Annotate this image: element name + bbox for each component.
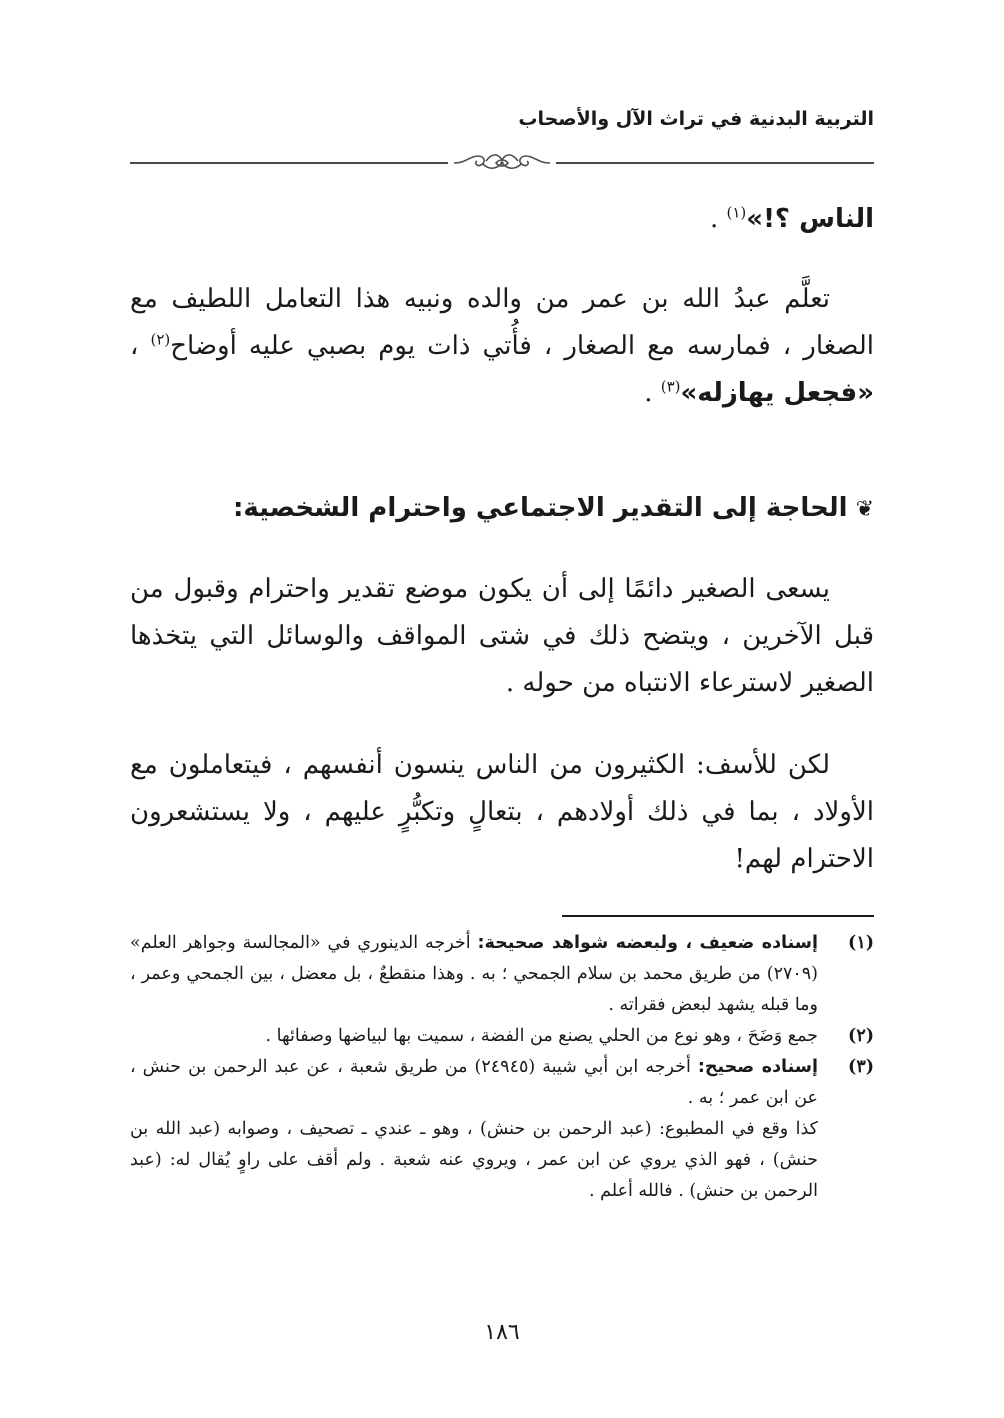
section-heading [130,488,874,530]
scroll-ornament-icon [452,148,552,178]
paragraph-1-text: تعلَّم عبدُ الله بن عمر من والده ونبيه هذا التعامل اللطيف مع الصغار ، فمارسه مع الصغار ، فأُتي ذات يوم بصبي عليه أوضاح [130,284,874,361]
paragraph-1-bold-quote: «فجعل يهازله» [680,378,874,408]
footnote-ref-2: (٢) [150,330,171,349]
footnote-1-bold: إسناده ضعيف ، ولبعضه شواهد صحيحة: [477,933,818,953]
footnote-3-bold: إسناده صحيح: [697,1057,818,1077]
footnote-number: (٢) [848,1026,874,1046]
footnote-number: (٣) [848,1057,874,1077]
footnote-3 [130,1052,874,1207]
footnote-1-text: أخرجه الدينوري في «المجالسة وجواهر العلم» (٢٧٠٩) من طريق محمد بن سلام الجمحي ؛ به . وهذا منقطعٌ ، بل معضل ، بين الجمحي وعمر ، وما قبله يشهد لبعض فقراته . [130,933,818,1015]
footnote-separator [562,915,874,917]
footnote-3-extra: كذا وقع في المطبوع: (عبد الرحمن بن حنش) ، وهو ـ عندي ـ تصحيف ، وصوابه (عبد الله بن حنش) ، فهو الذي يروي عن ابن عمر ، ويروي عنه شعبة . ولم أقف على راوٍ يُقال له: (عبد الرحمن بن حنش) . فالله أعلم . [130,1119,818,1201]
paragraph-3 [130,742,874,883]
footnote-2 [130,1021,874,1052]
continued-fragment [130,196,874,243]
paragraph-1-middle: ، [130,331,151,361]
section-heading-text: الحاجة إلى التقدير الاجتماعي واحترام الشخصية: [232,493,848,523]
footnote-3-text: أخرجه ابن أبي شيبة (٢٤٩٤٥) من طريق شعبة ، عن عبد الرحمن بن حنش ، عن ابن عمر ؛ به . [130,1057,818,1108]
divider-rule-right [556,162,874,164]
paragraph-1 [130,276,874,417]
paragraph-1-end: . [644,378,661,408]
book-page [130,0,874,1418]
footnotes [130,928,874,1207]
paragraph-2-text: يسعى الصغير دائمًا إلى أن يكون موضع تقدير واحترام وقبول من قبل الآخرين ، ويتضح ذلك في شتى المواقف والوسائل التي يتخذها الصغير لاسترعاء الانتباه من حوله . [130,574,875,698]
footnote-ref-3: (٣) [660,377,681,396]
page-number: ١٨٦ [484,1320,520,1345]
ornamental-flower-icon: ❦ [855,497,874,522]
running-head: التربية البدنية في تراث الآل والأصحاب [518,108,874,130]
fragment-bold-text: الناس ؟!» [746,204,874,234]
header-ornament-divider [130,148,874,178]
footnote-ref-1: (١) [726,203,747,222]
fragment-end: . [709,204,727,234]
footnote-number: (١) [848,933,874,953]
paragraph-3-text: لكن للأسف: الكثيرون من الناس ينسون أنفسهم ، فيتعاملون مع الأولاد ، بما في ذلك أولادهم ، بتعالٍ وتكبُّرٍ عليهم ، ولا يستشعرون الاحترام لهم! [130,750,874,874]
paragraph-2 [130,566,874,707]
footnote-1 [130,928,874,1021]
divider-rule-left [130,162,448,164]
footnote-2-text: جمع وَضَحَ ، وهو نوع من الحلي يصنع من الفضة ، سميت بها لبياضها وصفائها . [265,1026,818,1046]
